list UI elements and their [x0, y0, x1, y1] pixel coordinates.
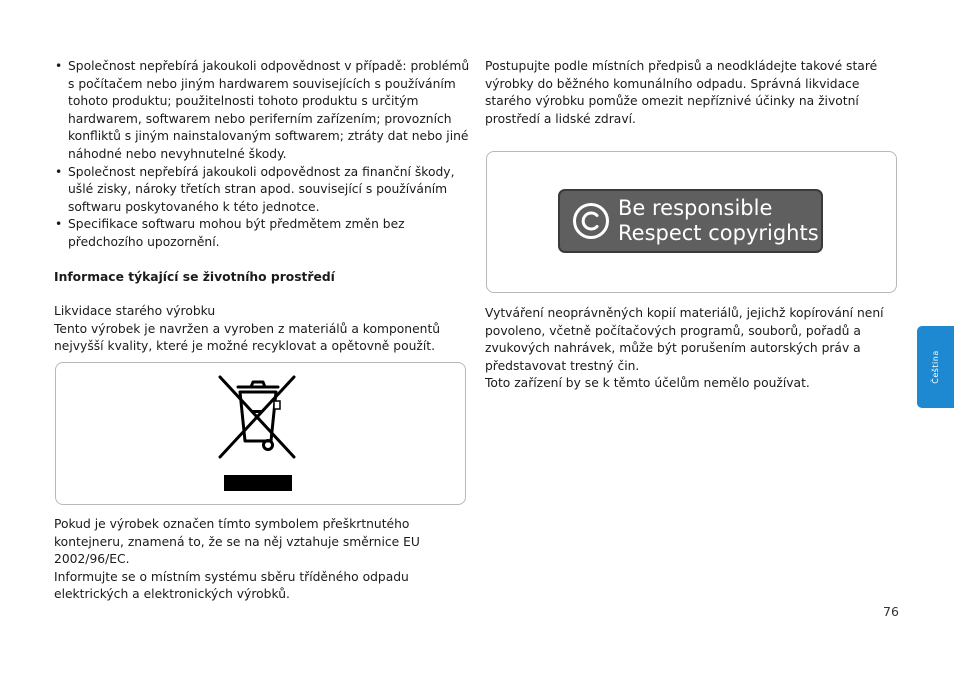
disposal-title: Likvidace starého výrobku	[54, 304, 216, 319]
language-label: Čeština	[930, 350, 940, 384]
list-item: • Společnost nepřebírá jakoukoli odpovědnost za finanční škody, ušlé zisky, nároky třetích stran apod. související s používáním softwaru poskytovaného k této jednotce.	[68, 164, 472, 217]
language-tab	[917, 326, 954, 408]
right-column	[485, 58, 905, 128]
copyright-badge	[558, 189, 823, 253]
weee-directive-text: Pokud je výrobek označen tímto symbolem přeškrtnutého kontejneru, znamená to, že se na něj vztahuje směrnice EU 2002/96/EC.	[54, 517, 420, 567]
badge-text	[618, 196, 819, 246]
section-heading: Informace týkající se životního prostředí	[54, 269, 335, 284]
badge-line-1: Be responsible	[618, 196, 773, 220]
disposal-continued-text: Postupujte podle místních předpisů a neodkládejte takové staré výrobky do běžného komunálního odpadu. Správná likvidace starého výrobku pomůže omezit nepříznivé účinky na životní prostředí a lidské zdraví.	[485, 59, 878, 126]
left-column	[54, 58, 472, 356]
copyright-section	[485, 305, 905, 393]
page-number: 76	[883, 604, 899, 619]
list-item: • Společnost nepřebírá jakoukoli odpovědnost v případě: problémů s počítačem nebo jiným hardwarem souvisejících s používáním tohoto produktu; použitelnosti tohoto produktu s určitým hardwarem, softwarem nebo periferním zařízením; provozních konfliktů s jiným nainstalovaným softwarem; ztráty dat nebo jiné náhodné nebo nevyhnutelné škody.	[68, 58, 472, 164]
weee-symbol-frame	[55, 362, 466, 505]
copyright-usage-text: Toto zařízení by se k těmto účelům nemělo používat.	[485, 376, 810, 391]
weee-explanation	[54, 516, 472, 604]
copyright-badge-frame	[486, 151, 897, 293]
weee-collection-text: Informujte se o místním systému sběru tříděného odpadu elektrických a elektronických výrobků.	[54, 569, 409, 602]
badge-line-2: Respect copyrights	[618, 221, 819, 245]
copyright-warning-text: Vytváření neoprávněných kopií materiálů, jejichž kopírování není povoleno, včetně počítačových programů, souborů, pořadů a zvukových nahrávek, může být porušením autorských práv a představovat trestný čin.	[485, 306, 884, 373]
copyright-circle-icon	[572, 202, 610, 240]
disposal-text: Tento výrobek je navržen a vyroben z materiálů a komponentů nejvyšší kvality, které je možné recyklovat a opětovně použít.	[54, 321, 441, 354]
disclaimer-list	[54, 58, 472, 252]
list-item: • Specifikace softwaru mohou být předmětem změn bez předchozího upozornění.	[68, 216, 472, 251]
crossed-out-wheelie-bin-icon	[216, 373, 298, 493]
